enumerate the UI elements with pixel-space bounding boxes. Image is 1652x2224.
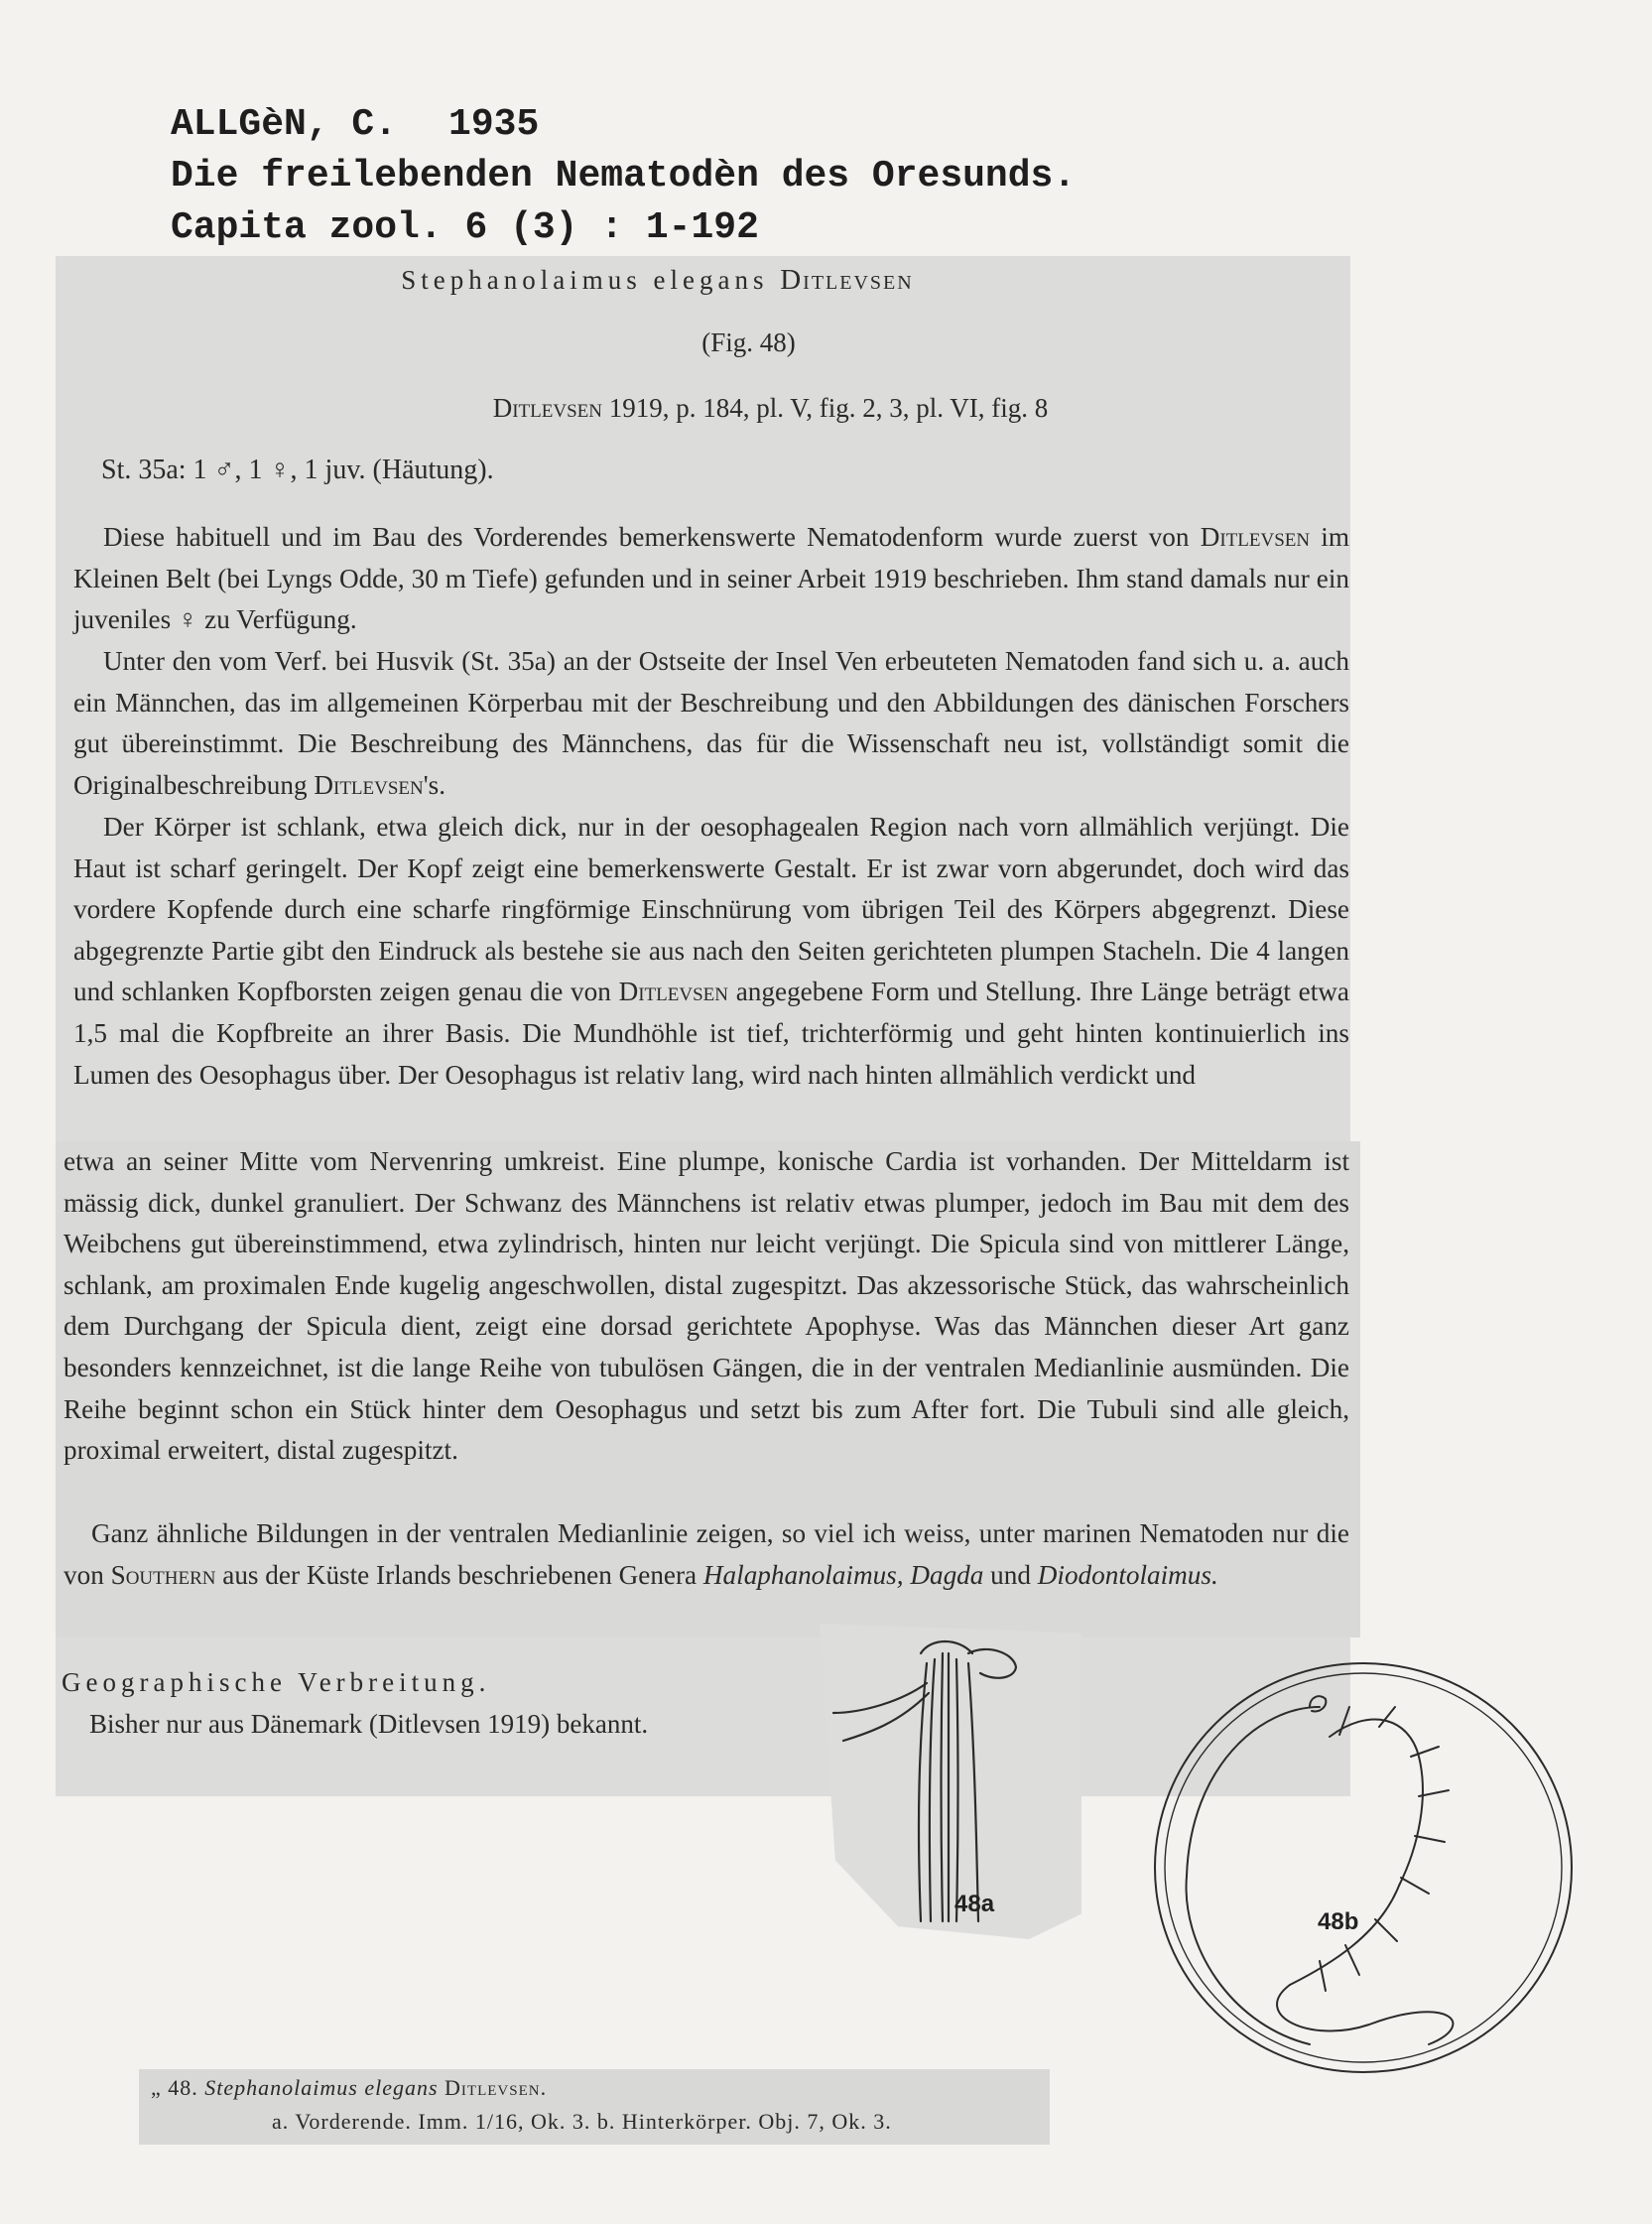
p3-author: Ditlevsen	[618, 977, 728, 1007]
paragraph-history	[73, 517, 1349, 641]
p4-text-e: und	[983, 1559, 1038, 1590]
figure-reference: (Fig. 48)	[701, 327, 796, 357]
reference-author-line	[171, 99, 1076, 151]
p1-text-a: Diese habituell und im Bau des Vorderendes bemerkenswerte Nematodenform wurde zuerst von	[103, 522, 1201, 552]
p4-text-c: aus der Küste Irlands beschriebenen Genera	[215, 1559, 703, 1590]
caption-prefix: „ 48.	[151, 2075, 205, 2100]
p4-text-a: Ganz ähnliche Bildungen in der ventralen Medianlinie zeigen, so viel ich weiss, unter marinen Nematoden nur die von	[64, 1518, 1349, 1590]
paragraph-morphology-continued: etwa an seiner Mitte vom Nervenring umkreist. Eine plumpe, konische Cardia ist vorhanden. Der Mitteldarm ist mässig dick, dunkel granuliert. Der Schwanz des Männchens ist relativ etwas plumper, jedoch im Bau mit dem des Weibchens gut übereinstimmend, etwa zylindrisch, hinten nur leicht verjüngt. Die Spicula sind von mittlerer Länge, schlank, am proximalen Ende kugelig angeschwollen, distal zugespitzt. Das akzessorische Stück, das wahrscheinlich dem Durchgang der Spicula dient, zeigt eine dorsad gerichtete Apophyse. Was das Männchen dieser Art ganz besonders kennzeichnet, ist die lange Reihe von tubulösen Gängen, die in der ventralen Medianlinie ausmünden. Die Reihe beginnt schon ein Stück hinter dem Oesophagus und setzt bis zum After fort. Die Tubuli sind alle gleich, proximal erweitert, distal zugespitzt.	[64, 1146, 1349, 1466]
p4-genera: Halaphanolaimus, Dagda	[702, 1559, 984, 1590]
figure-48b-drawing	[1151, 1647, 1588, 2084]
p3-text-a: Der Körper ist schlank, etwa gleich dick, nur in der oesophagealen Region nach vorn allmählich verjüngt. Die Haut ist scharf geringelt. Der Kopf zeigt eine bemerkenswerte Gestalt. Er ist zwar vorn abgerundet, doch wird das vordere Kopfende durch eine scharfe ringförmige Einschnürung vom übrigen Teil des Körpers abgegrenzt. Diese abgegrenzte Partie gibt den Eindruck als bestehe sie aus nach den Seiten gerichteten plumpen Stacheln. Die 4 langen und schlanken Kopfborsten zeigen genau die von	[73, 812, 1349, 1007]
station-record: St. 35a: 1 ♂, 1 ♀, 1 juv. (Häutung).	[101, 455, 494, 485]
reference-year: 1935	[448, 103, 540, 146]
caption-species: Stephanolaimus elegans	[204, 2075, 439, 2100]
caption-line-2: a. Vorderende. Imm. 1/16, Ok. 3. b. Hinterkörper. Obj. 7, Ok. 3.	[272, 2109, 892, 2134]
paragraph-morphology	[73, 807, 1349, 1096]
paragraph-comparison	[64, 1513, 1349, 1596]
p2-text-c: 's.	[423, 769, 446, 800]
figure-48b-label: 48b	[1318, 1908, 1359, 1935]
caption-line-1	[151, 2075, 547, 2101]
reference-author: ALLGèN, C.	[171, 103, 398, 146]
p4-author: Southern	[110, 1559, 216, 1590]
citation-author: Ditlevsen	[492, 393, 602, 423]
reference-journal: Capita zool. 6 (3) : 1-192	[171, 206, 759, 249]
citation-details: 1919, p. 184, pl. V, fig. 2, 3, pl. VI, fig. 8	[601, 393, 1049, 423]
p2-text-a: Unter den vom Verf. bei Husvik (St. 35a) an der Ostseite der Insel Ven erbeuteten Nematoden fand sich u. a. auch ein Männchen, das im allgemeinen Körperbau mit der Beschreibung und den Abbildungen des dänischen Forschers gut übereinstimmt. Die Beschreibung des Männchens, das für die Wissenschaft neu ist, vollständigt somit die Originalbeschreibung	[73, 646, 1349, 800]
p1-author: Ditlevsen	[1200, 522, 1311, 552]
reference-header	[171, 99, 1076, 254]
paragraph-discovery	[73, 641, 1349, 806]
p1-text-c: im Kleinen Belt (bei Lyngs Odde, 30 m Tiefe) gefunden und in seiner Arbeit 1919 beschrieben. Ihm stand damals nur ein juveniles ♀ zu Verfügung.	[73, 522, 1349, 635]
citation	[123, 393, 1418, 424]
distribution-heading: Geographische Verbreitung.	[62, 1667, 491, 1697]
caption-authority: Ditlevsen.	[438, 2075, 548, 2100]
article-clipping-lower	[56, 1141, 1360, 1739]
p4-genus-last: Diodontolaimus.	[1037, 1559, 1218, 1590]
reference-title: Die freilebenden Nematodèn des Oresunds.	[171, 155, 1077, 197]
p2-author: Ditlevsen	[314, 769, 424, 800]
figure-48a-label: 48a	[954, 1891, 995, 1917]
distribution-text: Bisher nur aus Dänemark (Ditlevsen 1919) bekannt.	[89, 1709, 649, 1739]
p3-text-c: angegebene Form und Stellung. Ihre Länge beträgt etwa 1,5 mal die Kopfbreite an ihrer Basis. Die Mundhöhle ist tief, trichterförmig und geht hinten kontinuierlich ins Lumen des Oesophagus über. Der Oesophagus ist relativ lang, wird nach hinten allmählich verdickt und	[73, 977, 1349, 1090]
figure-48a-drawing	[820, 1624, 1081, 1939]
species-authority: Ditlevsen	[780, 264, 914, 296]
figure-caption	[139, 2069, 1050, 2145]
species-heading	[10, 264, 1305, 297]
species-name: Stephanolaimus elegans	[401, 265, 769, 295]
